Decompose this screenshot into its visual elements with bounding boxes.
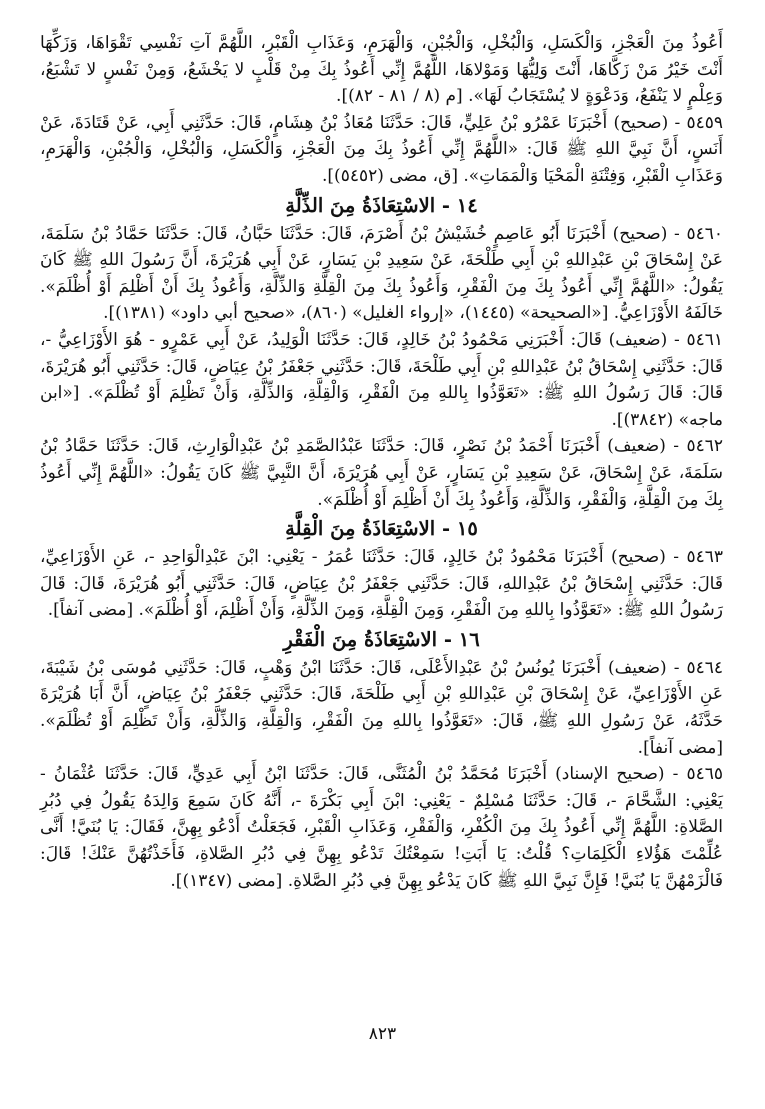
chapter-heading-15: ١٥ - الاسْتِعَاذَةُ مِنَ الْقِلَّةِ: [285, 517, 478, 541]
hadith-5465: ٥٤٦٥ - (صحيح الإسناد) أَخْبَرَنَا مُحَمَّدُ بْنُ الْمُثَنَّى، قَالَ: حَدَّثَنَا ابْنُ أَبِي عَدِيٍّ، قَالَ: حَدَّثَنَا عُثْمَانُ - يَعْنِي: الشَّحَّامَ -، قَالَ: حَدَّثَنَا مُسْلِمٌ - يَعْنِي: ابْنَ أَبِي بَكْرَةَ -، أَنَّهُ كَانَ سَمِعَ وَالِدَهُ يَقُولُ فِي دُبُرِ الصَّلاةِ: اللَّهُمَّ إِنِّي أَعُوذُ بِكَ مِنَ الْكُفْرِ، وَالْفَقْرِ، وَعَذَابِ الْقَبْرِ، فَجَعَلْتُ أَدْعُو بِهِنَّ، فَقَالَ: يَا بُنَيَّ! أَنَّى عُلِّمْتَ هَؤُلاءِ الْكَلِمَاتِ؟ قُلْتُ: يَا أَبَتِ! سَمِعْتُكَ تَدْعُو بِهِنَّ فِي دُبُرِ الصَّلاةِ، فَأَخَذْتُهُنَّ عَنْكَ! قَالَ: فَالْزَمْهُنَّ يَا بُنَيَّ! فَإِنَّ نَبِيَّ اللهِ ﷺ كَانَ يَدْعُو بِهِنَّ فِي دُبُرِ الصَّلاةِ. [مضى (١٣٤٧)].: [40, 764, 723, 891]
hadith-5461: ٥٤٦١ - (ضعيف) قَالَ: أَخْبَرَنِي مَحْمُودُ بْنُ خَالِدٍ، قَالَ: حَدَّثَنَا الْوَلِيدُ، عَنْ أَبِي عَمْرٍو - هُوَ الأَوْزَاعِيُّ -، قَالَ: حَدَّثَنِي إِسْحَاقُ بْنُ عَبْدِاللهِ بْنِ أَبِي طَلْحَةَ، قَالَ: حَدَّثَنِي جَعْفَرُ بْنُ عِيَاضٍ، قَالَ: حَدَّثَنِي أَبُو هُرَيْرَةَ، قَالَ: قَالَ رَسُولُ اللهِ ﷺ: «تَعَوَّذُوا بِاللهِ مِنَ الْفَقْرِ، وَالْقِلَّةِ، وَالذِّلَّةِ، وَأَنْ تَظْلِمَ أَوْ تُظْلَمَ». [«ابن ماجه» (٣٨٤٢)].: [40, 329, 723, 430]
hadith-5463: ٥٤٦٣ - (صحيح) أَخْبَرَنَا مَحْمُودُ بْنُ خَالِدٍ، قَالَ: حَدَّثَنَا عُمَرُ - يَعْنِي: ابْنَ عَبْدِالْوَاحِدِ -، عَنِ الأَوْزَاعِيِّ، قَالَ: حَدَّثَنِي إِسْحَاقُ بْنُ عَبْدِاللهِ، قَالَ: حَدَّثَنِي جَعْفَرُ بْنُ عِيَاضٍ، قَالَ: حَدَّثَنِي أَبُو هُرَيْرَةَ، قَالَ: قَالَ رَسُولُ اللهِ ﷺ: «تَعَوَّذُوا بِاللهِ مِنَ الْفَقْرِ، وَمِنَ الْقِلَّةِ، وَمِنَ الذِّلَّةِ، وَأَنْ أَظْلِمَ، أَوْ أُظْلَمَ». [مضى آنفاً].: [40, 547, 723, 621]
hadith-5464: ٥٤٦٤ - (ضعيف) أَخْبَرَنَا يُونُسُ بْنُ عَبْدِالأَعْلَى، قَالَ: حَدَّثَنَا ابْنُ وَهْبٍ، قَالَ: حَدَّثَنِي مُوسَى بْنُ شَيْبَةَ، عَنِ الأَوْزَاعِيِّ، عَنْ إِسْحَاقَ بْنِ عَبْدِاللهِ بْنِ أَبِي طَلْحَةَ، قَالَ: حَدَّثَنِي جَعْفَرُ بْنُ عِيَاضٍ، أَنَّ أَبَا هُرَيْرَةَ حَدَّثَهُ، عَنْ رَسُولِ اللهِ ﷺ، قَالَ: «تَعَوَّذُوا بِاللهِ مِنَ الْفَقْرِ، وَالْقِلَّةِ، وَالذِّلَّةِ، وَأَنْ تَظْلِمَ أَوْ تُظْلَمَ». [مضى آنفاً].: [40, 657, 723, 758]
chapter-heading-16: ١٦ - الاسْتِعَاذَةُ مِنَ الْفَقْرِ: [283, 627, 480, 651]
hadith-5462: ٥٤٦٢ - (ضعيف) أَخْبَرَنَا أَحْمَدُ بْنُ نَصْرٍ، قَالَ: حَدَّثَنَا عَبْدُالصَّمَدِ بْنُ عَبْدِالْوَارِثِ، قَالَ: حَدَّثَنَا حَمَّادُ بْنُ سَلَمَةَ، عَنْ إِسْحَاقَ، عَنْ سَعِيدِ بْنِ يَسَارٍ، عَنْ أَبِي هُرَيْرَةَ، أَنَّ النَّبِيَّ ﷺ كَانَ يَقُولُ: «اللَّهُمَّ إِنِّي أَعُوذُ بِكَ مِنَ الْقِلَّةِ، وَالْفَقْرِ، وَالذِّلَّةِ، وَأَعُوذُ بِكَ أَنْ أَظْلِمَ أَوْ أُظْلَمَ».: [40, 436, 723, 510]
continuation-paragraph: أَعُوذُ مِنَ الْعَجْزِ، وَالْكَسَلِ، وَالْبُخْلِ، وَالْجُبْنِ، وَالْهَرَمِ، وَعَذَابِ الْقَبْرِ، اللَّهُمَّ آتِ نَفْسِي تَقْوَاهَا، وَزَكِّهَا أَنْتَ خَيْرُ مَنْ زَكَّاهَا، أَنْتَ وَلِيُّهَا وَمَوْلاهَا، اللَّهُمَّ إِنِّي أَعُوذُ بِكَ مِنْ قَلْبٍ لا يَخْشَعُ، وَمِنْ نَفْسٍ لا تَشْبَعُ، وَعِلْمٍ لا يَنْفَعُ، وَدَعْوَةٍ لا يُسْتَجَابُ لَهَا». [م (٨ / ٨١ - ٨٢)].: [40, 33, 723, 107]
hadith-5459: ٥٤٥٩ - (صحيح) أَخْبَرَنَا عَمْرُو بْنُ عَلِيٍّ، قَالَ: حَدَّثَنَا مُعَاذُ بْنُ هِشَامٍ، قَالَ: حَدَّثَنِي أَبِي، عَنْ قَتَادَةَ، عَنْ أَنَسٍ، أَنَّ نَبِيَّ اللهِ ﷺ قَالَ: «اللَّهُمَّ إِنِّي أَعُوذُ بِكَ مِنَ الْعَجْزِ، وَالْكَسَلِ، وَالْبُخْلِ، وَالْجُبْنِ، وَالْهَرَمِ، وَعَذَابِ الْقَبْرِ، وَفِتْنَةِ الْمَحْيَا وَالْمَمَاتِ». [ق، مضى (٥٤٥٢)].: [40, 112, 723, 186]
chapter-heading-14: ١٤ - الاسْتِعَاذَةُ مِنَ الذِّلَّةِ: [285, 193, 478, 217]
page-number: ٨٢٣: [368, 1024, 397, 1044]
hadith-5460: ٥٤٦٠ - (صحيح) أَخْبَرَنَا أَبُو عَاصِمٍ خُشَيْشُ بْنُ أَصْرَمَ، قَالَ: حَدَّثَنَا حَبَّانُ، قَالَ: حَدَّثَنَا حَمَّادُ بْنُ سَلَمَةَ، عَنْ إِسْحَاقَ بْنِ عَبْدِاللهِ بْنِ أَبِي طَلْحَةَ، عَنْ سَعِيدِ بْنِ يَسَارٍ، عَنْ أَبِي هُرَيْرَةَ، أَنَّ رَسُولَ اللهِ ﷺ كَانَ يَقُولُ: «اللَّهُمَّ إِنِّي أَعُوذُ بِكَ مِنَ الْفَقْرِ، وَأَعُوذُ بِكَ مِنَ الْقِلَّةِ وَالذِّلَّةِ، وَأَعُوذُ بِكَ أَنْ أَظْلِمَ أَوْ أُظْلَمَ». خَالَفَهُ الأَوْزَاعِيُّ. [«الصحيحة» (١٤٤٥)، «إرواء الغليل» (٨٦٠)، «صحيح أبي داود» (١٣٨١)].: [40, 223, 723, 324]
